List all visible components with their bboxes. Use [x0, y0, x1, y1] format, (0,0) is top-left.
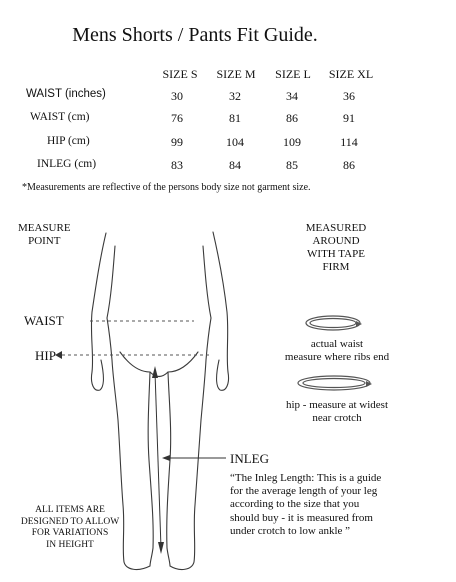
page-title: Mens Shorts / Pants Fit Guide. — [72, 24, 318, 46]
table-cell: 32 — [229, 89, 241, 103]
table-cell: 81 — [229, 111, 241, 125]
row-label-waist-cm: WAIST (cm) — [30, 111, 90, 123]
size-header-xl: SIZE XL — [328, 67, 374, 81]
hip-label: HIP — [35, 348, 56, 363]
table-cell: 86 — [286, 111, 298, 125]
size-header-s: SIZE S — [162, 67, 198, 81]
measured-around-line: MEASURED — [305, 222, 367, 234]
table-cell: 85 — [286, 158, 298, 172]
inleg-description: “The Inleg Length: This is a guide for the average length of your leg according to the size that you should buy - it is measured from under crotch to low ankle ” — [230, 472, 382, 537]
row-label-hip-cm: HIP (cm) — [47, 135, 90, 147]
waist-description-line: measure where ribs end — [284, 351, 390, 363]
table-cell: 36 — [343, 89, 355, 103]
table-cell: 34 — [286, 89, 298, 103]
waist-label: WAIST — [24, 313, 64, 328]
waist-description — [262, 338, 412, 364]
measure-point-label — [18, 222, 71, 248]
variations-line: FOR VARIATIONS — [31, 528, 109, 538]
table-cell: 86 — [343, 158, 355, 172]
row-label-inleg-cm: INLEG (cm) — [37, 158, 97, 170]
table-cell: 76 — [171, 111, 183, 125]
table-cell: 30 — [171, 89, 183, 103]
table-cell: 114 — [340, 135, 358, 149]
variations-line: ALL ITEMS ARE — [35, 505, 105, 515]
variations-line: IN HEIGHT — [46, 539, 94, 550]
variations-line: DESIGNED TO ALLOW — [20, 516, 120, 527]
hip-description-line: hip - measure at widest — [285, 399, 389, 411]
table-cell: 84 — [229, 158, 241, 172]
measure-point-line: MEASURE — [18, 222, 71, 234]
size-header-m: SIZE M — [216, 67, 256, 81]
measurement-note: *Measurements are reflective of the persons body size not garment size. — [22, 182, 311, 193]
waist-description-line: actual waist — [310, 338, 364, 350]
table-cell: 104 — [226, 135, 244, 149]
table-cell: 91 — [343, 111, 355, 125]
row-label-waist-inches: WAIST (inches) — [26, 88, 106, 100]
measured-around-label — [296, 222, 376, 274]
measure-point-line: POINT — [28, 235, 61, 247]
measured-around-line: AROUND — [312, 235, 360, 247]
table-cell: 99 — [171, 135, 183, 149]
table-cell: 109 — [283, 135, 301, 149]
inleg-label: INLEG — [230, 451, 269, 466]
size-header-l: SIZE L — [275, 67, 311, 81]
measured-around-line: WITH TAPE — [307, 248, 365, 260]
table-cell: 83 — [171, 158, 183, 172]
hip-description — [262, 399, 412, 425]
measured-around-line: FIRM — [322, 261, 350, 273]
hip-description-line: near crotch — [312, 412, 362, 424]
height-variations-note — [14, 505, 126, 551]
